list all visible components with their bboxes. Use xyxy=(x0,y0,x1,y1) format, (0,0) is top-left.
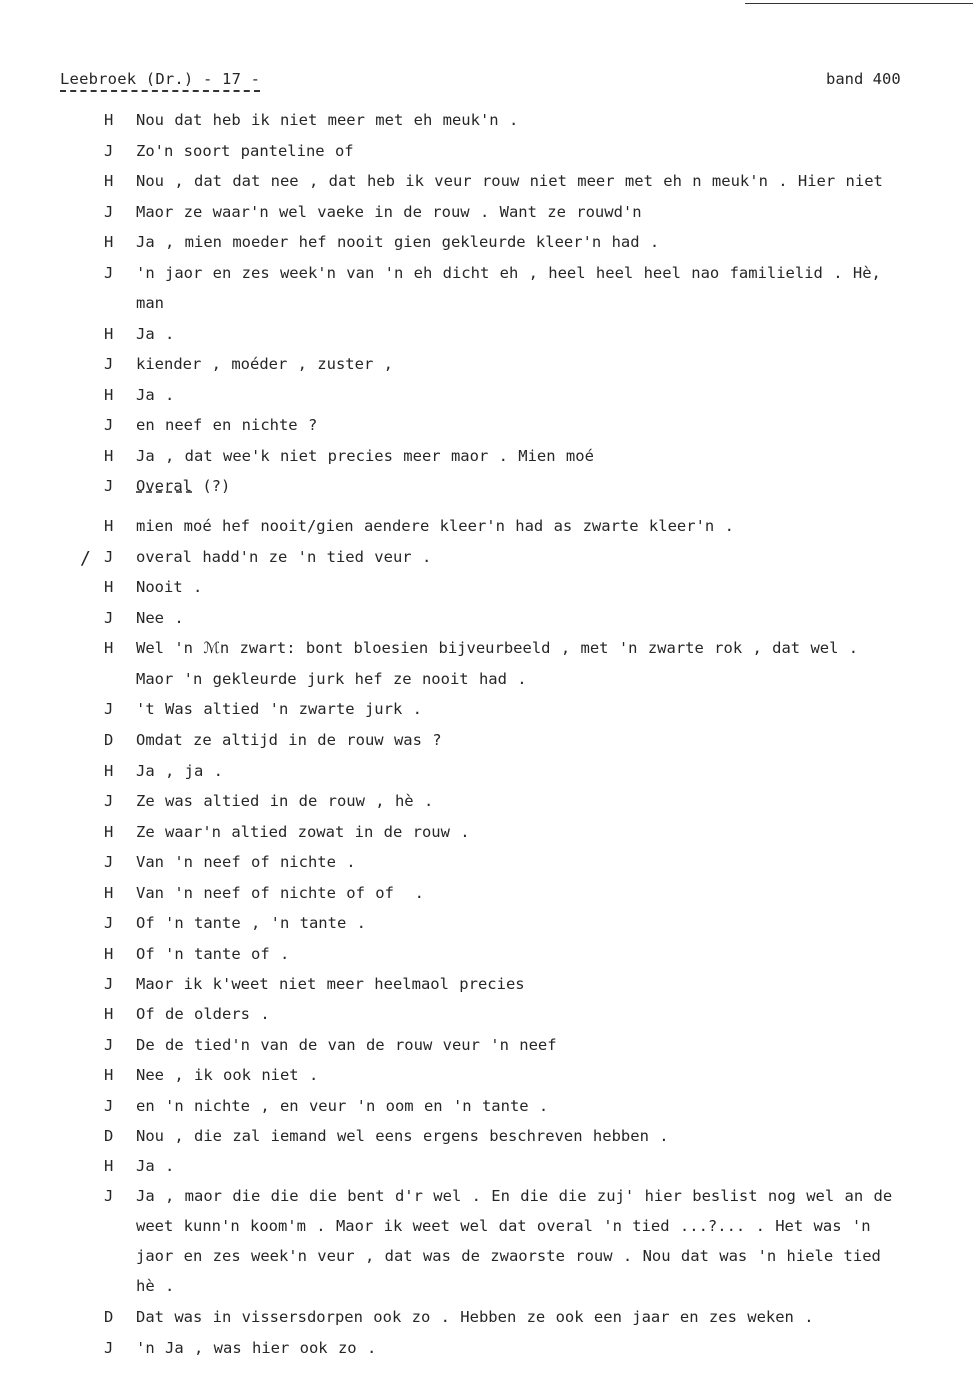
speaker-label: H xyxy=(104,945,114,963)
utterance-text: man xyxy=(136,294,164,312)
utterance-text: Of 'n tante of . xyxy=(136,945,290,963)
transcript-line xyxy=(0,1277,973,1299)
speaker-label: J xyxy=(104,142,114,160)
transcript-line xyxy=(0,142,973,164)
utterance-text: De de tied'n van de van de rouw veur 'n neef xyxy=(136,1036,557,1054)
transcript-line xyxy=(0,823,973,845)
utterance-text: Ja . xyxy=(136,325,175,343)
page-header-title-text: Leebroek (Dr.) - 17 - xyxy=(60,70,260,92)
transcript-line xyxy=(0,945,973,967)
tape-band-label: band 400 xyxy=(826,70,901,88)
utterance-text: Wel 'n ℳn zwart: bont bloesien bijveurbeeld , met 'n zwarte rok , dat wel . xyxy=(136,639,859,657)
transcript-line xyxy=(0,111,973,133)
transcript-line xyxy=(0,639,973,661)
utterance-text: Ze was altied in de rouw , hè . xyxy=(136,792,434,810)
speaker-label: D xyxy=(104,1308,114,1326)
transcript-line xyxy=(0,853,973,875)
speaker-label: J xyxy=(104,792,114,810)
transcript-line xyxy=(0,1339,973,1361)
speaker-label: H xyxy=(104,1157,114,1175)
utterance-text: Maor ik k'weet niet meer heelmaol precies xyxy=(136,975,525,993)
utterance-text: Nee , ik ook niet . xyxy=(136,1066,319,1084)
speaker-label: J xyxy=(104,355,114,373)
utterance-text: Ja . xyxy=(136,1157,175,1175)
utterance-text: Ja , dat wee'k niet precies meer maor . Mien moé xyxy=(136,447,594,465)
transcript-line xyxy=(0,1187,973,1209)
speaker-label: J xyxy=(104,264,114,282)
transcript-line xyxy=(0,700,973,722)
speaker-label: H xyxy=(104,325,114,343)
speaker-label: J xyxy=(104,853,114,871)
utterance-text: weet kunn'n koom'm . Maor ik weet wel dat overal 'n tied ...?... . Het was 'n xyxy=(136,1217,871,1235)
speaker-label: H xyxy=(104,111,114,129)
utterance-text: en neef en nichte ? xyxy=(136,416,318,434)
speaker-label: H xyxy=(104,447,114,465)
transcript-line xyxy=(0,1157,973,1179)
transcript-line xyxy=(0,762,973,784)
transcript-line xyxy=(0,264,973,286)
transcript-line xyxy=(0,1308,973,1330)
transcript-line xyxy=(0,731,973,753)
transcript-line xyxy=(0,355,973,377)
transcript-line xyxy=(0,1036,973,1058)
transcript-line xyxy=(0,325,973,347)
transcript-line xyxy=(0,416,973,438)
speaker-label: H xyxy=(104,517,114,535)
margin-mark: / xyxy=(80,548,91,569)
utterance-text: Nee . xyxy=(136,609,184,627)
utterance-text: Van 'n neef of nichte of of . xyxy=(136,884,424,902)
utterance-text: en 'n nichte , en veur 'n oom en 'n tante . xyxy=(136,1097,549,1115)
speaker-label: J xyxy=(104,975,114,993)
transcript-line xyxy=(0,203,973,225)
transcript-line xyxy=(0,884,973,906)
utterance-text: jaor en zes week'n veur , dat was de zwaorste rouw . Nou dat was 'n hiele tied xyxy=(136,1247,881,1265)
transcript-line xyxy=(0,233,973,255)
utterance-text: 'n jaor en zes week'n van 'n eh dicht eh , heel heel heel nao familielid . Hè, xyxy=(136,264,881,282)
speaker-label: H xyxy=(104,578,114,596)
transcript-line xyxy=(0,1005,973,1027)
speaker-label: H xyxy=(104,762,114,780)
utterance-text: Omdat ze altijd in de rouw was ? xyxy=(136,731,442,749)
speaker-label: H xyxy=(104,172,114,190)
transcript-line xyxy=(0,548,973,570)
utterance-text: Of de olders . xyxy=(136,1005,270,1023)
utterance-text: Nooit . xyxy=(136,578,203,596)
utterance-text: Maor 'n gekleurde jurk hef ze nooit had . xyxy=(136,670,527,688)
speaker-label: J xyxy=(104,1339,114,1357)
utterance-text: Ja . xyxy=(136,386,175,404)
speaker-label: D xyxy=(104,731,114,749)
utterance-text: Ze waar'n altied zowat in de rouw . xyxy=(136,823,470,841)
speaker-label: H xyxy=(104,1005,114,1023)
transcript-line xyxy=(0,975,973,997)
utterance-text: overal hadd'n ze 'n tied veur . xyxy=(136,548,432,566)
utterance-text: Nou , die zal iemand wel eens ergens beschreven hebben . xyxy=(136,1127,669,1145)
transcript-line xyxy=(0,1127,973,1149)
utterance-text: 'n Ja , was hier ook zo . xyxy=(136,1339,377,1357)
speaker-label: H xyxy=(104,1066,114,1084)
transcript-line xyxy=(0,609,973,631)
speaker-label: H xyxy=(104,884,114,902)
speaker-label: J xyxy=(104,1187,114,1205)
speaker-label: H xyxy=(104,386,114,404)
utterance-text: Ja , ja . xyxy=(136,762,223,780)
speaker-label: J xyxy=(104,203,114,221)
page-header-title xyxy=(60,70,260,88)
transcript-line xyxy=(0,792,973,814)
speaker-label: J xyxy=(104,548,114,566)
speaker-label: H xyxy=(104,823,114,841)
utterance-text: Nou , dat dat nee , dat heb ik veur rouw niet meer met eh n meuk'n . Hier niet xyxy=(136,172,883,190)
transcript-line xyxy=(0,477,973,499)
utterance-text: 't Was altied 'n zwarte jurk . xyxy=(136,700,422,718)
speaker-label: J xyxy=(104,416,114,434)
underlined-word: Overal xyxy=(136,477,192,495)
utterance-text: Dat was in vissersdorpen ook zo . Hebben ze ook een jaar en zes weken . xyxy=(136,1308,814,1326)
utterance-text: Overal (?) xyxy=(136,477,231,495)
utterance-text: mien moé hef nooit/gien aendere kleer'n had as zwarte kleer'n . xyxy=(136,517,734,535)
speaker-label: J xyxy=(104,1036,114,1054)
transcript-line xyxy=(0,1247,973,1269)
top-rule xyxy=(745,3,973,4)
transcript-line xyxy=(0,578,973,600)
transcript-line xyxy=(0,517,973,539)
speaker-label: J xyxy=(104,700,114,718)
transcript-line xyxy=(0,1097,973,1119)
transcript-line xyxy=(0,670,973,692)
transcript-line xyxy=(0,914,973,936)
speaker-label: D xyxy=(104,1127,114,1145)
speaker-label: H xyxy=(104,233,114,251)
utterance-text: Maor ze waar'n wel vaeke in de rouw . Want ze rouwd'n xyxy=(136,203,642,221)
transcript-line xyxy=(0,1217,973,1239)
transcript-line xyxy=(0,447,973,469)
utterance-text: Ja , mien moeder hef nooit gien gekleurde kleer'n had . xyxy=(136,233,660,251)
utterance-text: hè . xyxy=(136,1277,175,1295)
speaker-label: J xyxy=(104,914,114,932)
speaker-label: J xyxy=(104,609,114,627)
transcript-line xyxy=(0,172,973,194)
transcript-line xyxy=(0,1066,973,1088)
transcript-line xyxy=(0,294,973,316)
speaker-label: J xyxy=(104,1097,114,1115)
speaker-label: J xyxy=(104,477,114,495)
utterance-text: Of 'n tante , 'n tante . xyxy=(136,914,366,932)
utterance-text: Van 'n neef of nichte . xyxy=(136,853,356,871)
utterance-text: kiender , moéder , zuster , xyxy=(136,355,393,373)
utterance-text: Nou dat heb ik niet meer met eh meuk'n . xyxy=(136,111,519,129)
utterance-text: Zo'n soort panteline of xyxy=(136,142,354,160)
transcript-line xyxy=(0,386,973,408)
utterance-text: Ja , maor die die die bent d'r wel . En die die zuj' hier beslist nog wel an de xyxy=(136,1187,893,1205)
speaker-label: H xyxy=(104,639,114,657)
